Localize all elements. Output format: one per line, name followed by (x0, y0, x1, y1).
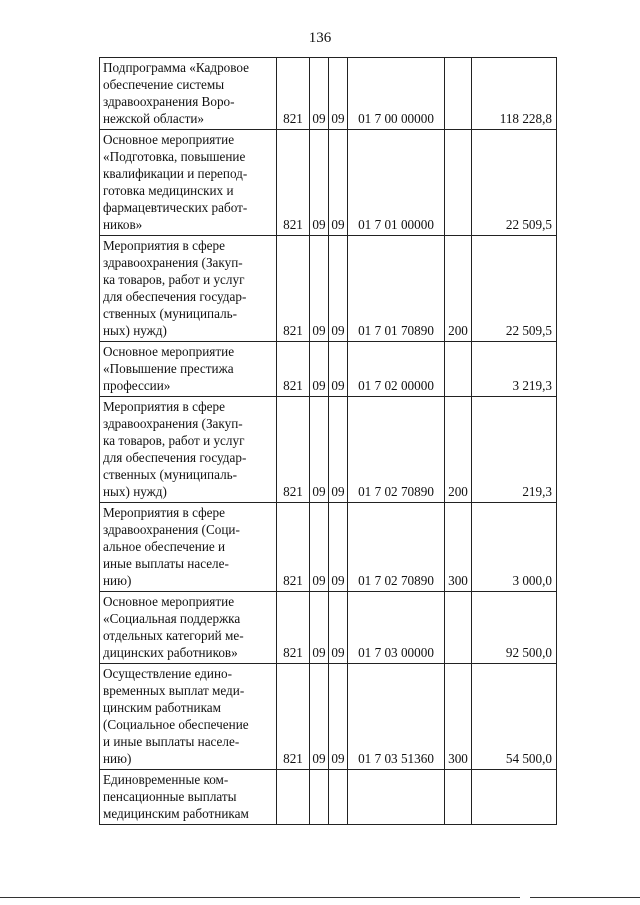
item-name-line: медицинским работникам (103, 806, 249, 821)
item-name-line: Основное мероприятие (103, 132, 235, 147)
item-name-line: для обеспечения государ- (103, 450, 247, 465)
item-name-line: здравоохранения (Закуп- (103, 255, 243, 270)
item-name-line: «Подготовка, повышение (103, 149, 246, 164)
expense-type-cell (445, 130, 472, 236)
target-article-cell: 01 7 00 00000 (348, 58, 445, 130)
item-name-line: Основное мероприятие (103, 594, 235, 609)
item-name-line: Подпрограмма «Кадровое (103, 60, 250, 75)
item-name-line: готовка медицинских и (103, 183, 234, 198)
item-name-line: Осуществление едино- (103, 666, 232, 681)
item-name-cell (100, 58, 277, 130)
amount-cell: 219,3 (472, 397, 557, 503)
item-name-line: нию) (103, 751, 132, 766)
target-article-cell: 01 7 03 51360 (348, 664, 445, 770)
item-name-line: здравоохранения (Соци- (103, 522, 240, 537)
table-row (100, 592, 557, 664)
item-name-line: Мероприятия в сфере (103, 399, 225, 414)
podrazdel-cell: 09 (329, 236, 348, 342)
admin-code-cell: 821 (277, 130, 310, 236)
razdel-cell: 09 (310, 592, 329, 664)
expense-type-cell (445, 342, 472, 397)
podrazdel-cell: 09 (329, 342, 348, 397)
podrazdel-cell: 09 (329, 664, 348, 770)
podrazdel-cell: 09 (329, 130, 348, 236)
item-name-line: ка товаров, работ и услуг (103, 433, 245, 448)
expense-type-cell: 300 (445, 664, 472, 770)
target-article-cell: 01 7 01 00000 (348, 130, 445, 236)
admin-code-cell: 821 (277, 236, 310, 342)
item-name-line: дицинских работников» (103, 645, 238, 660)
admin-code-cell: 821 (277, 664, 310, 770)
item-name-cell (100, 503, 277, 592)
item-name-cell (100, 664, 277, 770)
amount-cell: 3 000,0 (472, 503, 557, 592)
table-row (100, 664, 557, 770)
item-name-cell (100, 592, 277, 664)
item-name-cell (100, 770, 277, 825)
item-name-line: цинским работникам (103, 700, 221, 715)
table-row (100, 342, 557, 397)
item-name-line: для обеспечения государ- (103, 289, 247, 304)
table-row (100, 770, 557, 825)
item-name-line: профессии» (103, 378, 171, 393)
page-number: 136 (308, 30, 332, 46)
item-name-line: (Социальное обеспечение (103, 717, 249, 732)
item-name-line: квалификации и перепод- (103, 166, 248, 181)
item-name-line: ных) нужд) (103, 484, 167, 499)
admin-code-cell: 821 (277, 397, 310, 503)
item-name-cell (100, 397, 277, 503)
item-name-line: нежской области» (103, 111, 204, 126)
razdel-cell: 09 (310, 397, 329, 503)
amount-cell: 118 228,8 (472, 58, 557, 130)
target-article-cell: 01 7 01 70890 (348, 236, 445, 342)
target-article-cell: 01 7 02 70890 (348, 397, 445, 503)
podrazdel-cell: 09 (329, 503, 348, 592)
razdel-cell: 09 (310, 342, 329, 397)
item-name-line: здравоохранения (Закуп- (103, 416, 243, 431)
item-name-line: Основное мероприятие (103, 344, 235, 359)
item-name-line: фармацевтических работ- (103, 200, 248, 215)
item-name-line: «Повышение престижа (103, 361, 234, 376)
razdel-cell: 09 (310, 130, 329, 236)
table-row (100, 236, 557, 342)
item-name-line: ка товаров, работ и услуг (103, 272, 245, 287)
item-name-line: ственных (муниципаль- (103, 306, 238, 321)
admin-code-cell: 821 (277, 58, 310, 130)
razdel-cell: 09 (310, 236, 329, 342)
admin-code-cell: 821 (277, 342, 310, 397)
item-name-line: Единовременные ком- (103, 772, 229, 787)
target-article-cell: 01 7 02 00000 (348, 342, 445, 397)
amount-cell: 3 219,3 (472, 342, 557, 397)
table-row (100, 130, 557, 236)
table-row (100, 397, 557, 503)
expense-type-cell (445, 592, 472, 664)
amount-cell (472, 770, 557, 825)
amount-cell: 22 509,5 (472, 130, 557, 236)
amount-cell: 54 500,0 (472, 664, 557, 770)
razdel-cell: 09 (310, 503, 329, 592)
item-name-line: и иные выплаты населе- (103, 734, 240, 749)
razdel-cell: 09 (310, 664, 329, 770)
table-row (100, 58, 557, 130)
item-name-line: временных выплат меди- (103, 683, 245, 698)
amount-cell: 22 509,5 (472, 236, 557, 342)
razdel-cell (310, 770, 329, 825)
table-row (100, 503, 557, 592)
podrazdel-cell (329, 770, 348, 825)
podrazdel-cell: 09 (329, 592, 348, 664)
admin-code-cell (277, 770, 310, 825)
item-name-line: ных) нужд) (103, 323, 167, 338)
budget-table (99, 57, 557, 825)
item-name-cell (100, 236, 277, 342)
expense-type-cell: 200 (445, 236, 472, 342)
expense-type-cell: 300 (445, 503, 472, 592)
podrazdel-cell: 09 (329, 397, 348, 503)
item-name-line: ников» (103, 217, 143, 232)
item-name-line: альное обеспечение и (103, 539, 226, 554)
target-article-cell: 01 7 03 00000 (348, 592, 445, 664)
target-article-cell: 01 7 02 70890 (348, 503, 445, 592)
footer-rule-right (530, 897, 640, 898)
item-name-line: нию) (103, 573, 132, 588)
item-name-cell (100, 130, 277, 236)
item-name-line: Мероприятия в сфере (103, 238, 225, 253)
item-name-line: пенсационные выплаты (103, 789, 237, 804)
item-name-line: «Социальная поддержка (103, 611, 241, 626)
podrazdel-cell: 09 (329, 58, 348, 130)
expense-type-cell (445, 770, 472, 825)
item-name-cell (100, 342, 277, 397)
item-name-line: Мероприятия в сфере (103, 505, 225, 520)
admin-code-cell: 821 (277, 503, 310, 592)
item-name-line: отдельных категорий ме- (103, 628, 244, 643)
item-name-line: ственных (муниципаль- (103, 467, 238, 482)
item-name-line: обеспечение системы (103, 77, 225, 92)
item-name-line: иные выплаты населе- (103, 556, 229, 571)
razdel-cell: 09 (310, 58, 329, 130)
expense-type-cell: 200 (445, 397, 472, 503)
item-name-line: здравоохранения Воро- (103, 94, 235, 109)
amount-cell: 92 500,0 (472, 592, 557, 664)
expense-type-cell (445, 58, 472, 130)
table-body (100, 58, 557, 825)
admin-code-cell: 821 (277, 592, 310, 664)
footer-rule-left (0, 897, 520, 898)
target-article-cell (348, 770, 445, 825)
